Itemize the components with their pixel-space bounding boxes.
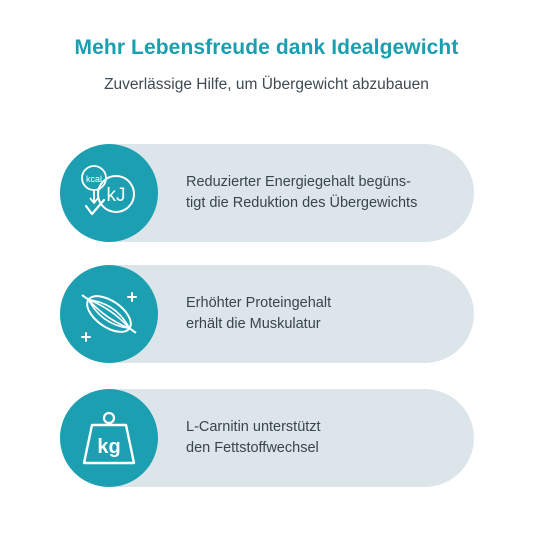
feature-line: erhält die Muskulatur: [186, 316, 321, 332]
feature-text-muscle: [186, 293, 456, 335]
muscle-icon: [60, 265, 158, 363]
kj-label: kJ: [106, 185, 126, 206]
feature-line: Reduzierter Energiegehalt begüns-: [186, 174, 411, 190]
feature-line: L-Carnitin unterstützt: [186, 419, 321, 435]
kg-label: kg: [97, 436, 121, 458]
feature-card-weight: [60, 389, 474, 487]
feature-card-muscle: [60, 265, 474, 363]
feature-line: Erhöhter Proteingehalt: [186, 295, 332, 311]
kcal-label: kcal: [85, 174, 103, 184]
weight-kg-icon: [60, 389, 158, 487]
feature-line: den Fettstoffwechsel: [186, 440, 319, 456]
feature-text-energy: [186, 172, 456, 214]
page-subtitle: Zuverlässige Hilfe, um Übergewicht abzubauen: [104, 76, 429, 93]
feature-card-energy: [60, 144, 474, 242]
feature-text-weight: [186, 417, 456, 459]
page-title: Mehr Lebensfreude dank Idealgewicht: [74, 36, 459, 59]
energy-kcal-kj-icon: [60, 144, 158, 242]
feature-line: tigt die Reduktion des Übergewichts: [186, 195, 418, 211]
